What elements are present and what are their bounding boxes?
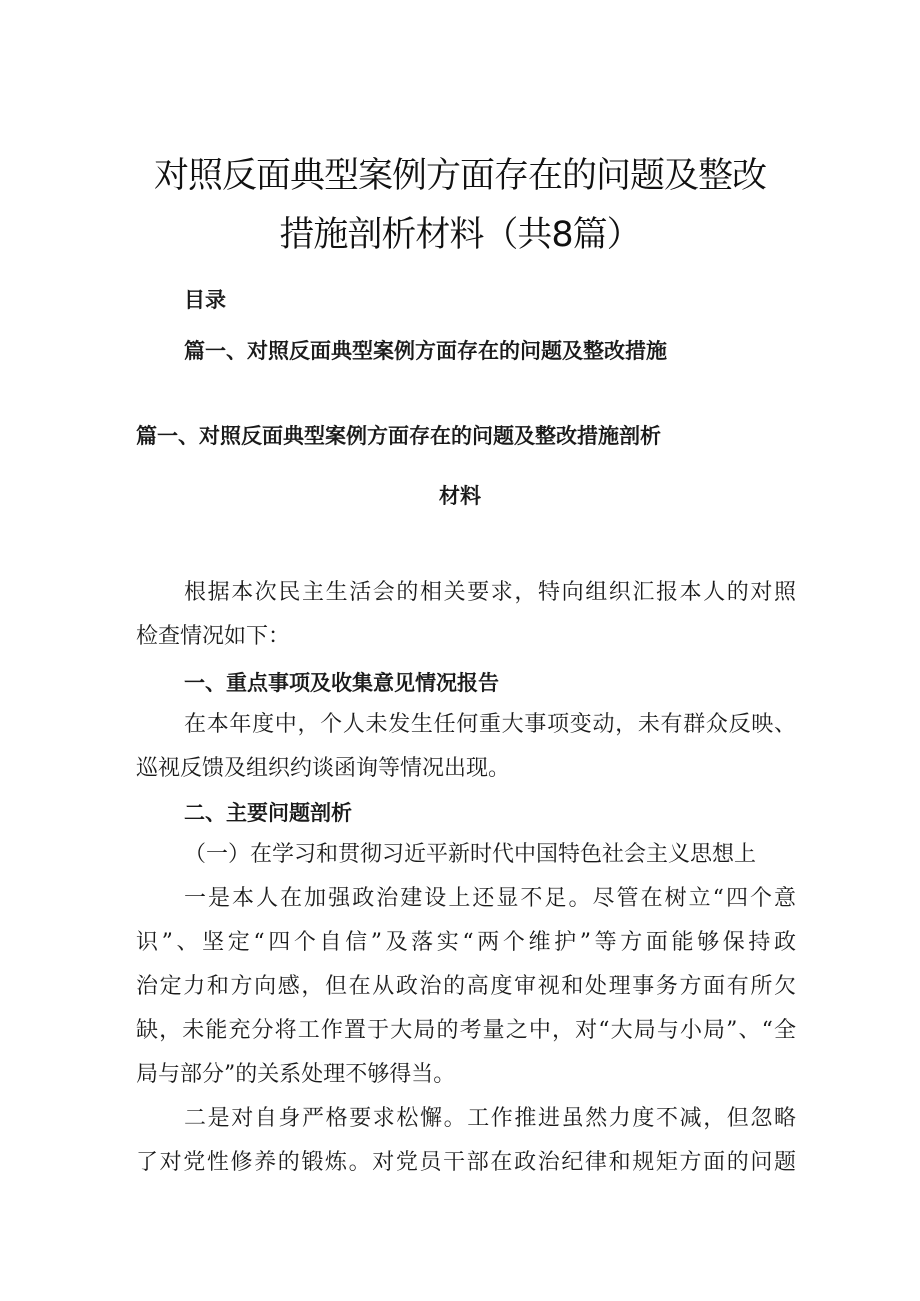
body-line: 二是对自身严格要求松懈。工作推进虽然力度不减，但忽略 [184,1106,796,1131]
body-line: 一是本人在加强政治建设上还显不足。尽管在树立“四个意 [184,886,796,911]
body-line: 识”、坚定“四个自信”及落实“两个维护”等方面能够保持政 [136,930,796,955]
body-line: 了对党性修养的锻炼。对党员干部在政治纪律和规矩方面的问题 [136,1150,796,1175]
body-line: 根据本次民主生活会的相关要求，特向组织汇报本人的对照 [184,580,796,605]
section-heading-line-1: 篇一、对照反面典型案例方面存在的问题及整改措施剖析 [136,424,661,448]
subsection-heading: 一、重点事项及收集意见情况报告 [184,671,499,695]
body-line: 局与部分”的关系处理不够得当。 [136,1062,456,1087]
subsection-heading: 二、主要问题剖析 [184,801,352,825]
document-title-line-2: 措施剖析材料（共8篇） [279,215,641,255]
body-line: （一）在学习和贯彻习近平新时代中国特色社会主义思想上 [184,842,757,867]
toc-item[interactable]: 篇一、对照反面典型案例方面存在的问题及整改措施 [184,339,667,363]
body-line: 检查情况如下： [136,624,291,649]
section-heading-line-2: 材料 [439,484,481,508]
body-line: 巡视反馈及组织约谈函询等情况出现。 [136,756,511,781]
toc-label: 目录 [184,288,226,312]
body-line: 治定力和方向感，但在从政治的高度审视和处理事务方面有所欠 [136,974,796,999]
body-line: 缺，未能充分将工作置于大局的考量之中，对“大局与小局”、“全 [136,1018,796,1043]
document-title-line-1: 对照反面典型案例方面存在的问题及整改 [153,156,766,196]
body-line: 在本年度中，个人未发生任何重大事项变动，未有群众反映、 [184,712,796,737]
